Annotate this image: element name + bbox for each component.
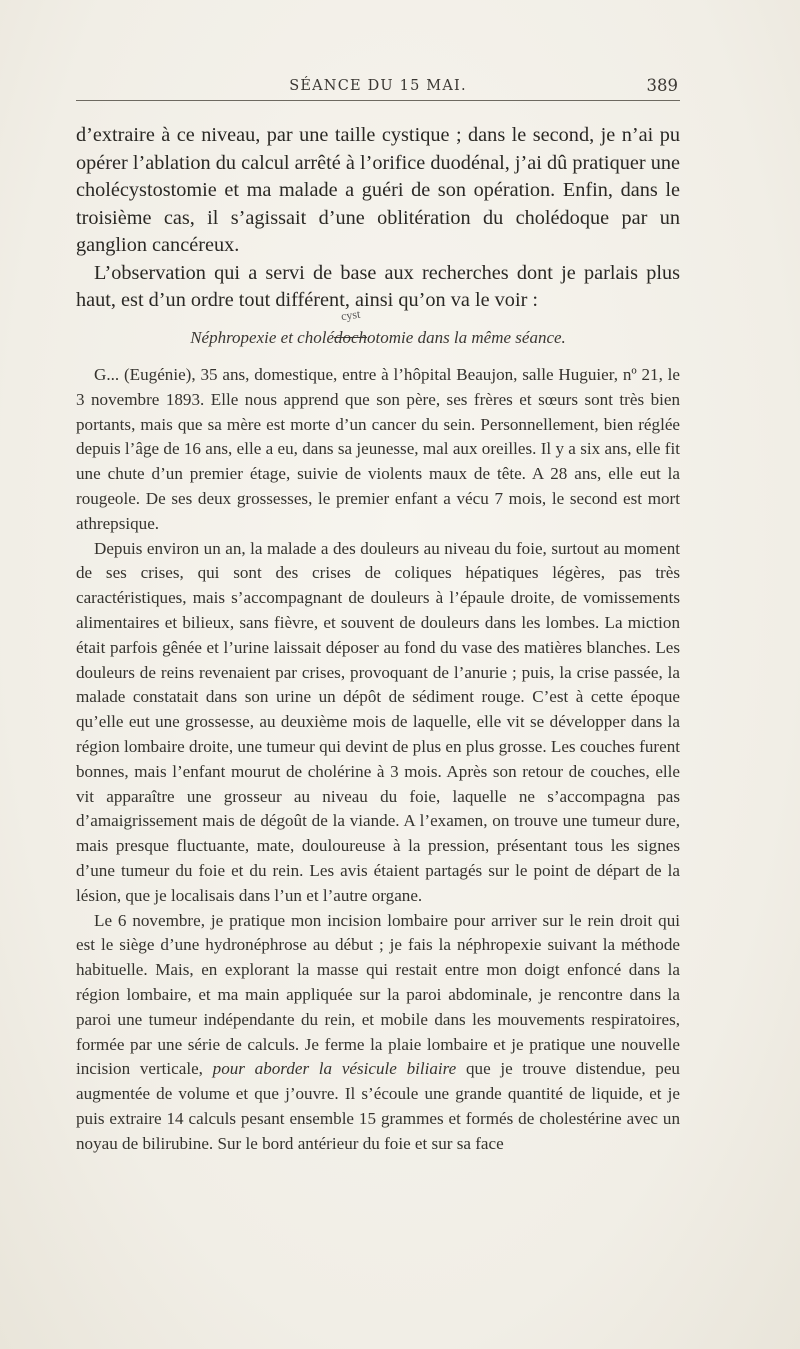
heading-part-1: Néphropexie et cholé [190,328,334,347]
section-heading [76,328,680,348]
case-text [76,363,680,1157]
case-paragraph-3 [76,909,680,1157]
page-header [76,74,680,101]
case-p3-italic: pour aborder la vésicule biliaire [212,1059,457,1079]
heading-struck-text: doch [334,328,368,347]
heading-part-2: otomie dans la même séance. [367,328,566,347]
running-title: SÉANCE DU 15 MAI. [289,78,467,94]
page-number: 389 [646,76,678,95]
intro-paragraph-2: L’observation qui a servi de base aux recherches dont je parlais plus haut, est d’un ordre tout différent, ainsi qu’on va le voir : [76,261,680,311]
case-p3-text-a: Le 6 novembre, je pratique mon incision lombaire pour arriver sur le rein droit qui est le siège d’une hydronéphrose au début ; je fais la néphropexie suivant la méthode habituelle. Mais, en explorant la masse qui restait entre mon doigt enfoncé dans la région lombaire, et ma main appliquée sur la paroi abdominale, je rencontre dans la paroi une tumeur indépendante du rein, et mobile dans les mouvements respiratoires, formée par une série de calculs. Je ferme la plaie lombaire et je pratique une nouvelle incision verticale, [76,910,680,1079]
intro-paragraph-1: d’extraire à ce niveau, par une taille cystique ; dans le second, je n’ai pu opérer l’ablation du calcul arrêté à l’orifice duodénal, j’ai dû pratiquer une cholécystostomie et ma malade a guéri de son opération. Enfin, dans le troisième cas, il s’agissait d’une oblitération du cholédoque par un ganglion cancéreux. [76,124,680,256]
case-paragraph-1: G... (Eugénie), 35 ans, domestique, entre à l’hôpital Beaujon, salle Huguier, nº 21, le 3 novembre 1893. Elle nous apprend que son père, ses frères et sœurs sont très bien portants, mais que sa mère est morte d’un cancer du sein. Personnellement, bien réglée depuis l’âge de 16 ans, elle a eu, dans sa jeunesse, mal aux oreilles. Il y a six ans, elle fit une chute d’un premier étage, suivie de violents maux de tête. A 28 ans, elle eut la rougeole. De ses deux grossesses, le premier enfant a vécu 7 mois, le second est mort athrepsique. [76,365,680,533]
handwritten-annotation: cyst [340,306,362,324]
case-p3-text-b: que je trouve distendue, peu augmentée de volume et que j’ouvre. Il s’écoule une grande quantité de liquide, et je puis extraire 14 calculs pesant ensemble 15 grammes et formés de cholestérine avec un noyau de bilirubine. Sur le bord antérieur du foie et sur sa face [76,1059,680,1153]
intro-text [76,122,680,315]
case-paragraph-2: Depuis environ un an, la malade a des douleurs au niveau du foie, surtout au moment de ses crises, qui sont des crises de coliques hépatiques légères, pas très caractéristiques, mais s’accompagnant de douleurs à l’épaule droite, de vomissements alimentaires et bilieux, sans fièvre, et souvent de douleurs dans les lombes. La miction était parfois gênée et l’urine laissait déposer au fond du vase des matières blanches. Les douleurs de reins revenaient par crises, provoquant de l’anurie ; puis, la crise passée, la malade constatait dans son urine un dépôt de sédiment rouge. C’est à cette époque qu’elle eut une grossesse, au deuxième mois de laquelle, elle vit se développer dans la région lombaire droite, une tumeur qui devint de plus en plus grosse. Les couches furent bonnes, mais l’enfant mourut de cholérine à 3 mois. Après son retour de couches, elle vit apparaître une grosseur au niveau du foie, laquelle ne s’accompagna pas d’amaigrissement mais de dégoût de la viande. A l’examen, on trouve une tumeur dure, mais presque fluctuante, mate, douloureuse à la pression, présentant tous les signes d’une tumeur du foie et du rein. Les avis étaient partagés sur le point de départ de la lésion, que je localisais dans l’un et l’autre organe. [76,538,680,905]
